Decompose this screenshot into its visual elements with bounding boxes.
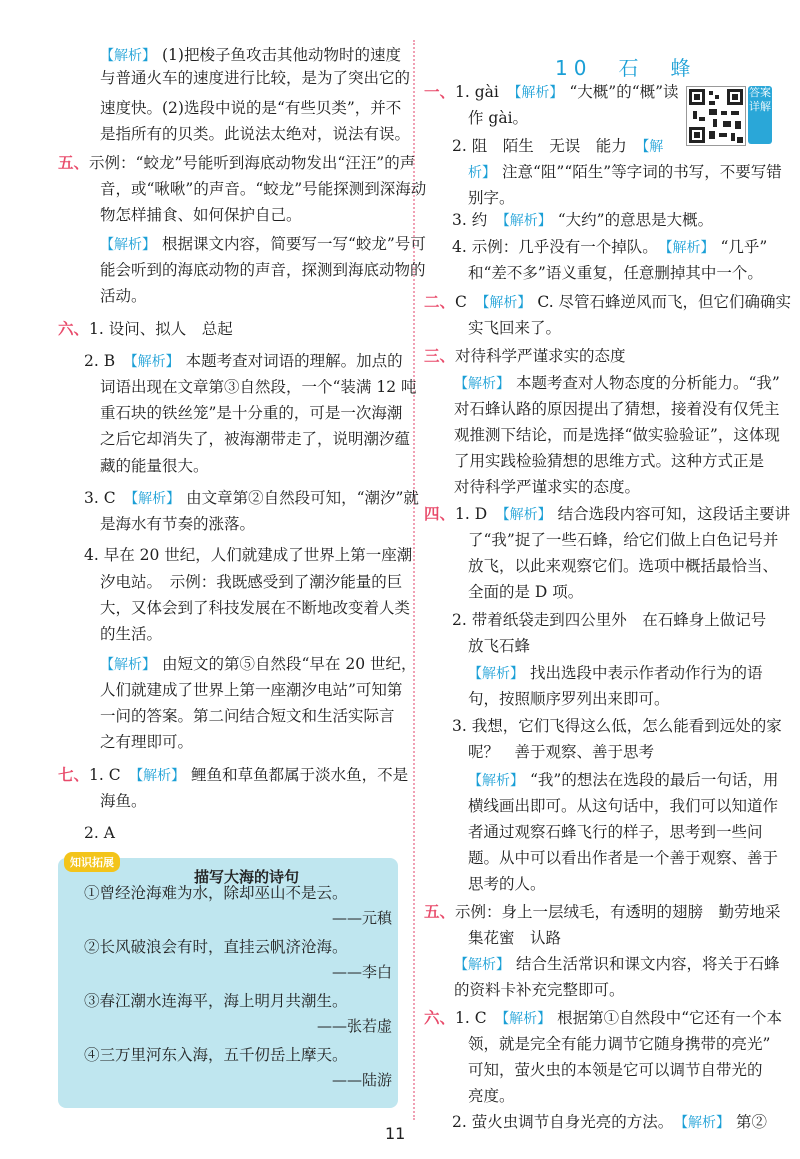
right-text-line: 了“我”捉了一些石蜂，给它们做上白色记号并 — [468, 531, 779, 549]
right-text-line: 2. 阻 陌生 无误 能力 【解 — [452, 137, 664, 155]
left-text-line: 之有理即可。 — [100, 733, 194, 751]
page-number: 11 — [385, 1124, 406, 1143]
right-text-line: 全面的是 D 项。 — [468, 583, 584, 601]
poem-author: ——李白 — [331, 963, 392, 981]
right-text-line: 一、1. gài 【解析】 “大概”的“概”读 — [424, 83, 679, 101]
poem-author: ——元稹 — [331, 909, 392, 927]
left-text-line: 六、1. 设问、拟人 总起 — [58, 320, 233, 338]
right-text-line: 三、对待科学严谨求实的态度 — [424, 347, 626, 365]
right-text-line: 可知，萤火虫的本领是它可以调节自带光的 — [468, 1061, 763, 1079]
right-text-line: 【解析】 找出选段中表示作者动作行为的语 — [468, 664, 763, 682]
left-text-line: 汐电站。 示例：我既感受到了潮汐能量的巨 — [100, 573, 403, 591]
poem-line: ①曾经沧海难为水，除却巫山不是云。 — [84, 884, 348, 902]
right-text-line: 3. 我想，它们飞得这么低，怎么能看到远处的家 — [452, 717, 782, 735]
poem-author: ——张若虚 — [316, 1017, 392, 1035]
left-text-line: 五、示例：“蛟龙”号能听到海底动物发出“汪汪”的声 — [58, 154, 416, 172]
column-divider — [413, 40, 415, 1120]
right-text-line: 句，按照顺序罗列出来即可。 — [468, 690, 670, 708]
poem-line: ②长风破浪会有时，直挂云帆济沧海。 — [84, 938, 348, 956]
right-text-line: 横线画出即可。从这句话中，我们可以知道作 — [468, 797, 779, 815]
left-text-line: 速度快。(2)选段中说的是“有些贝类”，并不 — [100, 99, 402, 117]
left-text-line: 大，又体会到了科技发展在不断地改变着人类 — [100, 599, 411, 617]
right-text-line: 二、C 【解析】 C. 尽管石蜂逆风而飞，但它们确确实 — [424, 293, 792, 311]
right-text-line: 【解析】 本题考查对人物态度的分析能力。“我” — [454, 374, 780, 392]
right-text-line: 五、示例：身上一层绒毛，有透明的翅膀 勤劳地采 — [424, 903, 781, 921]
left-text-line: 能会听到的海底动物的声音，探测到海底动物的 — [100, 261, 426, 279]
left-text-line: 是海水有节奏的涨落。 — [100, 515, 256, 533]
left-text-line: 音，或“啾啾”的声音。“蛟龙”号能探测到深海动 — [100, 180, 427, 198]
right-text-line: 集花蜜 认路 — [468, 929, 562, 947]
left-text-line: 藏的能量很大。 — [100, 457, 209, 475]
left-text-line: 活动。 — [100, 287, 147, 305]
right-text-line: 析】 注意“阻”“陌生”等字词的书写，不要写错 — [468, 163, 782, 181]
right-text-line: 亮度。 — [468, 1087, 515, 1105]
right-text-line: 放飞石蜂 — [468, 637, 531, 655]
left-text-line: 2. B 【解析】 本题考查对词语的理解。加点的 — [84, 352, 403, 370]
left-text-line: 2. A — [84, 824, 115, 842]
left-text-line: 4. 早在 20 世纪，人们就建成了世界上第一座潮 — [84, 546, 413, 564]
right-text-line: 题。从中可以看出作者是一个善于观察、善于 — [468, 849, 779, 867]
answer-detail-badge: 答案详解 — [748, 86, 772, 144]
right-text-line: 4. 示例：几乎没有一个掉队。 【解析】 “几乎” — [452, 238, 768, 256]
knowledge-box-title: 描写大海的诗句 — [194, 868, 300, 886]
poem-line: ④三万里河东入海，五千仞岳上摩天。 — [84, 1046, 348, 1064]
left-text-line: 与普通火车的速度进行比较，是为了突出它的 — [100, 69, 411, 87]
qr-code-icon[interactable] — [686, 86, 746, 146]
poem-author: ——陆游 — [331, 1071, 392, 1089]
left-text-line: 【解析】 (1)把梭子鱼攻击其他动物时的速度 — [100, 46, 401, 64]
left-text-line: 是指所有的贝类。此说法太绝对，说法有误。 — [100, 125, 411, 143]
left-text-line: 词语出现在文章第③自然段，一个“装满 12 吨 — [100, 378, 417, 396]
left-text-line: 的生活。 — [100, 625, 163, 643]
left-text-line: 之后它却消失了，被海潮带走了，说明潮汐蕴 — [100, 430, 411, 448]
right-text-line: 实飞回来了。 — [468, 319, 562, 337]
right-text-line: 者通过观察石蜂飞行的样子，思考到一些问 — [468, 823, 763, 841]
right-text-line: 放飞，以此来观察它们。选项中概括最恰当、 — [468, 557, 779, 575]
left-text-line: 重石块的铁丝笼”是十分重的，可是一次海潮 — [100, 404, 403, 422]
left-text-line: 七、1. C 【解析】 鲤鱼和草鱼都属于淡水鱼，不是 — [58, 766, 409, 784]
right-text-line: 四、1. D 【解析】 结合选段内容可知，这段话主要讲 — [424, 505, 791, 523]
left-text-line: 人们就建成了世界上第一座潮汐电站”可知第 — [100, 681, 403, 699]
right-text-line: 别字。 — [468, 189, 515, 207]
right-text-line: 作 gài。 — [468, 109, 529, 127]
right-text-line: 【解析】 “我”的想法在选段的最后一句话，用 — [468, 771, 779, 789]
lesson-title: 10 石 蜂 — [555, 56, 697, 80]
left-text-line: 【解析】 根据课文内容，简要写一写“蛟龙”号可 — [100, 235, 426, 253]
right-text-line: 3. 约 【解析】 “大约”的意思是大概。 — [452, 211, 714, 229]
right-text-line: 【解析】 结合生活常识和课文内容，将关于石蜂 — [454, 955, 780, 973]
right-text-line: 了用实践检验猜想的思维方式。这种方式正是 — [454, 452, 765, 470]
right-text-line: 和“差不多”语义重复，任意删掉其中一个。 — [468, 264, 763, 282]
left-text-line: 一问的答案。第二问结合短文和生活实际言 — [100, 707, 395, 725]
right-text-line: 对待科学严谨求实的态度。 — [454, 478, 641, 496]
left-text-line: 【解析】 由短文的第⑤自然段“早在 20 世纪， — [100, 655, 417, 673]
right-text-line: 六、1. C 【解析】 根据第①自然段中“它还有一个本 — [424, 1009, 783, 1027]
right-text-line: 的资料卡补充完整即可。 — [454, 981, 625, 999]
right-text-line: 呢？ 善于观察、善于思考 — [468, 743, 655, 761]
poem-line: ③春江潮水连海平，海上明月共潮生。 — [84, 992, 348, 1010]
left-text-line: 物怎样捕食、如何保护自己。 — [100, 206, 302, 224]
knowledge-box-tag: 知识拓展 — [64, 852, 120, 872]
left-text-line: 3. C 【解析】 由文章第②自然段可知，“潮汐”就 — [84, 489, 419, 507]
right-text-line: 领，就是完全有能力调节它随身携带的亮光” — [468, 1035, 771, 1053]
right-text-line: 2. 带着纸袋走到四公里外 在石蜂身上做记号 — [452, 611, 767, 629]
right-text-line: 观推测下结论，而是选择“做实验验证”，这体现 — [454, 426, 780, 444]
right-text-line: 思考的人。 — [468, 875, 546, 893]
left-text-line: 海鱼。 — [100, 792, 147, 810]
right-text-line: 对石蜂认路的原因提出了猜想，接着没有仅凭主 — [454, 400, 780, 418]
right-text-line: 2. 萤火虫调节自身光亮的方法。 【解析】 第② — [452, 1113, 767, 1131]
